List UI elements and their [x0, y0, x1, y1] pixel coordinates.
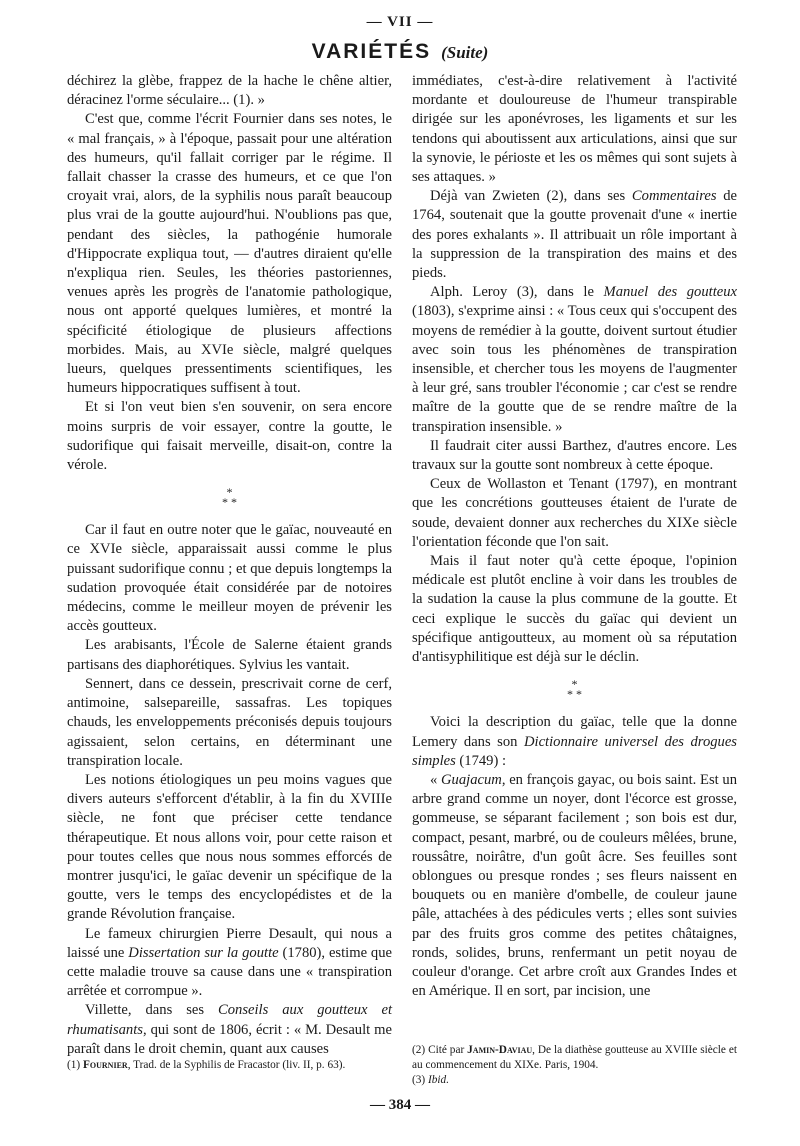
asterism-top: *: [226, 485, 233, 500]
footnote-2: [412, 1043, 737, 1073]
text-run: (2) Cité par: [412, 1044, 468, 1056]
running-head: [0, 40, 800, 64]
text-run: (1780), estime que cette maladie trouve sa cause dans une « transpiration arrêtée et corrompue ».: [67, 944, 393, 1000]
text-run: Voici la description du gaïac, telle que la donne Lemery dans son: [412, 714, 737, 750]
text-run: «: [430, 771, 442, 788]
latin-term: Guajacum: [441, 771, 502, 788]
paragraph: Il faudrait citer aussi Barthez, d'autres encore. Les travaux sur la goutte sont nombreux à cette époque.: [412, 437, 737, 474]
paragraph: Sennert, dans ce dessein, prescrivait corne de cerf, antimoine, salsepareille, sassafras. Les topiques chauds, les enveloppements préconisés depuis toujours agissaient, selon certains, en déterminant une transpiration locale.: [67, 675, 392, 769]
paragraph: Car il faut en outre noter que le gaïac, nouveauté en ce XVIe siècle, apparaissait aussi comme le plus puissant sudorifique connu ; et que depuis longtemps la sudation provoquée était considérée par de notoires médecins, comme le meilleur moyen de prévenir les accès goutteux.: [67, 522, 392, 635]
paragraph: immédiates, c'est-à-dire relativement à l'activité mordante et douloureuse de l'humeur transpirable dirigée sur les aponévroses, les ligaments et sur les tendons qui aboutissent aux articulations, ainsi que sur la synovie, le périoste et les os mêmes qui sont sujets à ses attaques. »: [412, 73, 737, 186]
text-run: Le fameux chirurgien Pierre Desault, qui nous a laissé une: [67, 925, 392, 961]
text-run: (1): [67, 1059, 83, 1071]
book-title: Dissertation sur la goutte: [128, 944, 279, 961]
paragraph: [412, 771, 737, 1001]
paragraph: déchirez la glèbe, frappez de la hache le chêne altier, déracinez l'orme séculaire... (1). »: [67, 73, 392, 109]
text-run: de 1764, soutenait que la goutte provenait d'une « inertie des pores exhalants ». Il attribuait un rôle important à la suppression de la transpiration des mains et des pieds.: [412, 188, 737, 282]
text-run: , De la diathèse goutteuse au XVIIIe siècle et au commencement du XIXe. Paris, 1904.: [412, 1044, 737, 1071]
paragraph: [412, 283, 737, 437]
book-title: Conseils aux goutteux et rhumatisants: [67, 1002, 392, 1038]
left-column: [67, 72, 392, 1059]
text-run: (1803), s'exprime ainsi : « Tous ceux qui s'occupent des moyens de remédier à la goutte, doivent surtout étudier avec soin tous les phénomènes de transpiration insensible, et chercher tous les moyens de l'augmenter à leur gré, sans troubler l'économie ; car c'est se rendre maître de la goutte que de se rendre maître de la transpiration insensible. »: [412, 303, 737, 435]
text-run: , en françois gayac, ou bois saint. Est un arbre grand comme un noyer, dont l'écorce est grosse, gommeuse, se séparant facilement ; son bois est dur, compact, pesant, marbré, ou de couleurs mêlées, brune, roussâtre, noirâtre, d'un goût âcre. Ses feuilles sont oblongues ou presque rondes ; ses fleurs naissent en bouquets ou en manière d'ombelle, de couleur jaune pâle, attachées à des pédicules verts ; elles sont suivies par des fruits gros comme des petites châtaignes, ronds, solides, bruns, renfermant un petit noyau de couleur d'orange. Cet arbre croît aux Grandes Indes et en Amérique. Il en sort, par incision, une: [412, 771, 737, 1000]
paragraph: Les arabisants, l'École de Salerne étaient grands partisans des diaphorétiques. Sylvius les vantait.: [67, 637, 392, 673]
author-name: Fournier: [83, 1059, 128, 1071]
running-title: VARIÉTÉS: [311, 40, 432, 63]
asterism-bottom: * *: [222, 495, 237, 510]
asterism-bottom: * *: [567, 687, 582, 702]
text-run: , Trad. de la Syphilis de Fracastor (liv. II, p. 63).: [127, 1059, 346, 1071]
text-run: Villette, dans ses: [85, 1002, 218, 1019]
book-title: Dictionnaire universel des drogues simples: [412, 733, 737, 769]
footnote-1: [67, 1058, 392, 1073]
text-run: (3): [412, 1074, 428, 1086]
section-asterism: [412, 677, 737, 702]
ibid: Ibid.: [428, 1074, 450, 1086]
paragraph: Les notions étiologiques un peu moins vagues que divers auteurs s'efforcent d'établir, à la fin du XVIIIe siècle, ne font que préciser cette tendance thérapeutique. Et nous allons voir, pour cette raison et pour toutes celles que nous nous sommes efforcés de montrer jusqu'ici, le gaïac devenir un spécifique de la goutte, vers le temps des encyclopédistes et de la grande Révolution française.: [67, 771, 392, 923]
roman-page-number: — VII —: [366, 14, 434, 30]
arabic-page-number: — 384 —: [370, 1097, 430, 1113]
section-asterism: [67, 485, 392, 510]
text-run: Alph. Leroy (3), dans le: [430, 284, 604, 301]
footnotes-right: [412, 1043, 737, 1088]
paragraph: [67, 1001, 392, 1059]
asterism-top: *: [571, 677, 578, 692]
author-name: Jamin-Daviau: [467, 1044, 533, 1056]
text-run: (1749) :: [455, 752, 507, 769]
text-run: Déjà van Zwieten (2), dans ses: [430, 188, 632, 205]
text-run: , qui sont de 1806, écrit : « M. Desault me paraît dans le droit chemin, quant aux causes: [67, 1021, 392, 1057]
paragraph: Mais il faut noter qu'à cette époque, l'opinion médicale est plutôt encline à voir dans les troubles de la sudation la cause la plus commune de la goutte. Et ceci explique le succès du gaïac qui devient un spécifique antigoutteux, au moment où sa réputation d'antisyphilitique est déjà sur le déclin.: [412, 553, 737, 666]
book-title: Commentaires: [631, 188, 717, 205]
paragraph: C'est que, comme l'écrit Fournier dans ses notes, le « mal français, » à l'époque, passait pour une altération des humeurs, qu'il fallait corriger par le régime. Il fallait chasser la crasse des humeurs, et ce que l'on croyait vrai, alors, de la syphilis nous paraît beaucoup plus vrai de la goutte aujourd'hui. N'oublions pas que, pendant des siècles, la pathogénie humorale d'Hippocrate expliqua tout, — d'autres diraient qu'elle n'expliqua rien. Seules, les théories pastoriennes, venues après les progrès de l'anatomie pathologique, nous ont apporté quelques lumières, et montré la spécificité étiologique de plusieurs affections morbides. Mais, au XVIe siècle, malgré quelques lueurs, quelques pressentiments scientifiques, les humeurs hippocratiques suffisent à tout.: [67, 111, 392, 397]
right-column: [412, 72, 737, 1001]
footnote-3: [412, 1073, 737, 1088]
paragraph: [67, 925, 392, 1002]
running-subtitle: (Suite): [441, 43, 489, 62]
paragraph: [412, 187, 737, 283]
footnotes-left: [67, 1058, 392, 1073]
book-title: Manuel des goutteux: [603, 284, 737, 301]
paragraph: Ceux de Wollaston et Tenant (1797), en montrant que les concrétions goutteuses étaient de l'urate de soude, devaient donner aux recherches du XIXe siècle l'orientation féconde que l'on sait.: [412, 476, 737, 550]
paragraph: [412, 713, 737, 771]
paragraph: Et si l'on veut bien s'en souvenir, on sera encore moins surpris de voir essayer, contre la goutte, le sudorifique qui faisait merveille, disait-on, contre la vérole.: [67, 399, 392, 474]
